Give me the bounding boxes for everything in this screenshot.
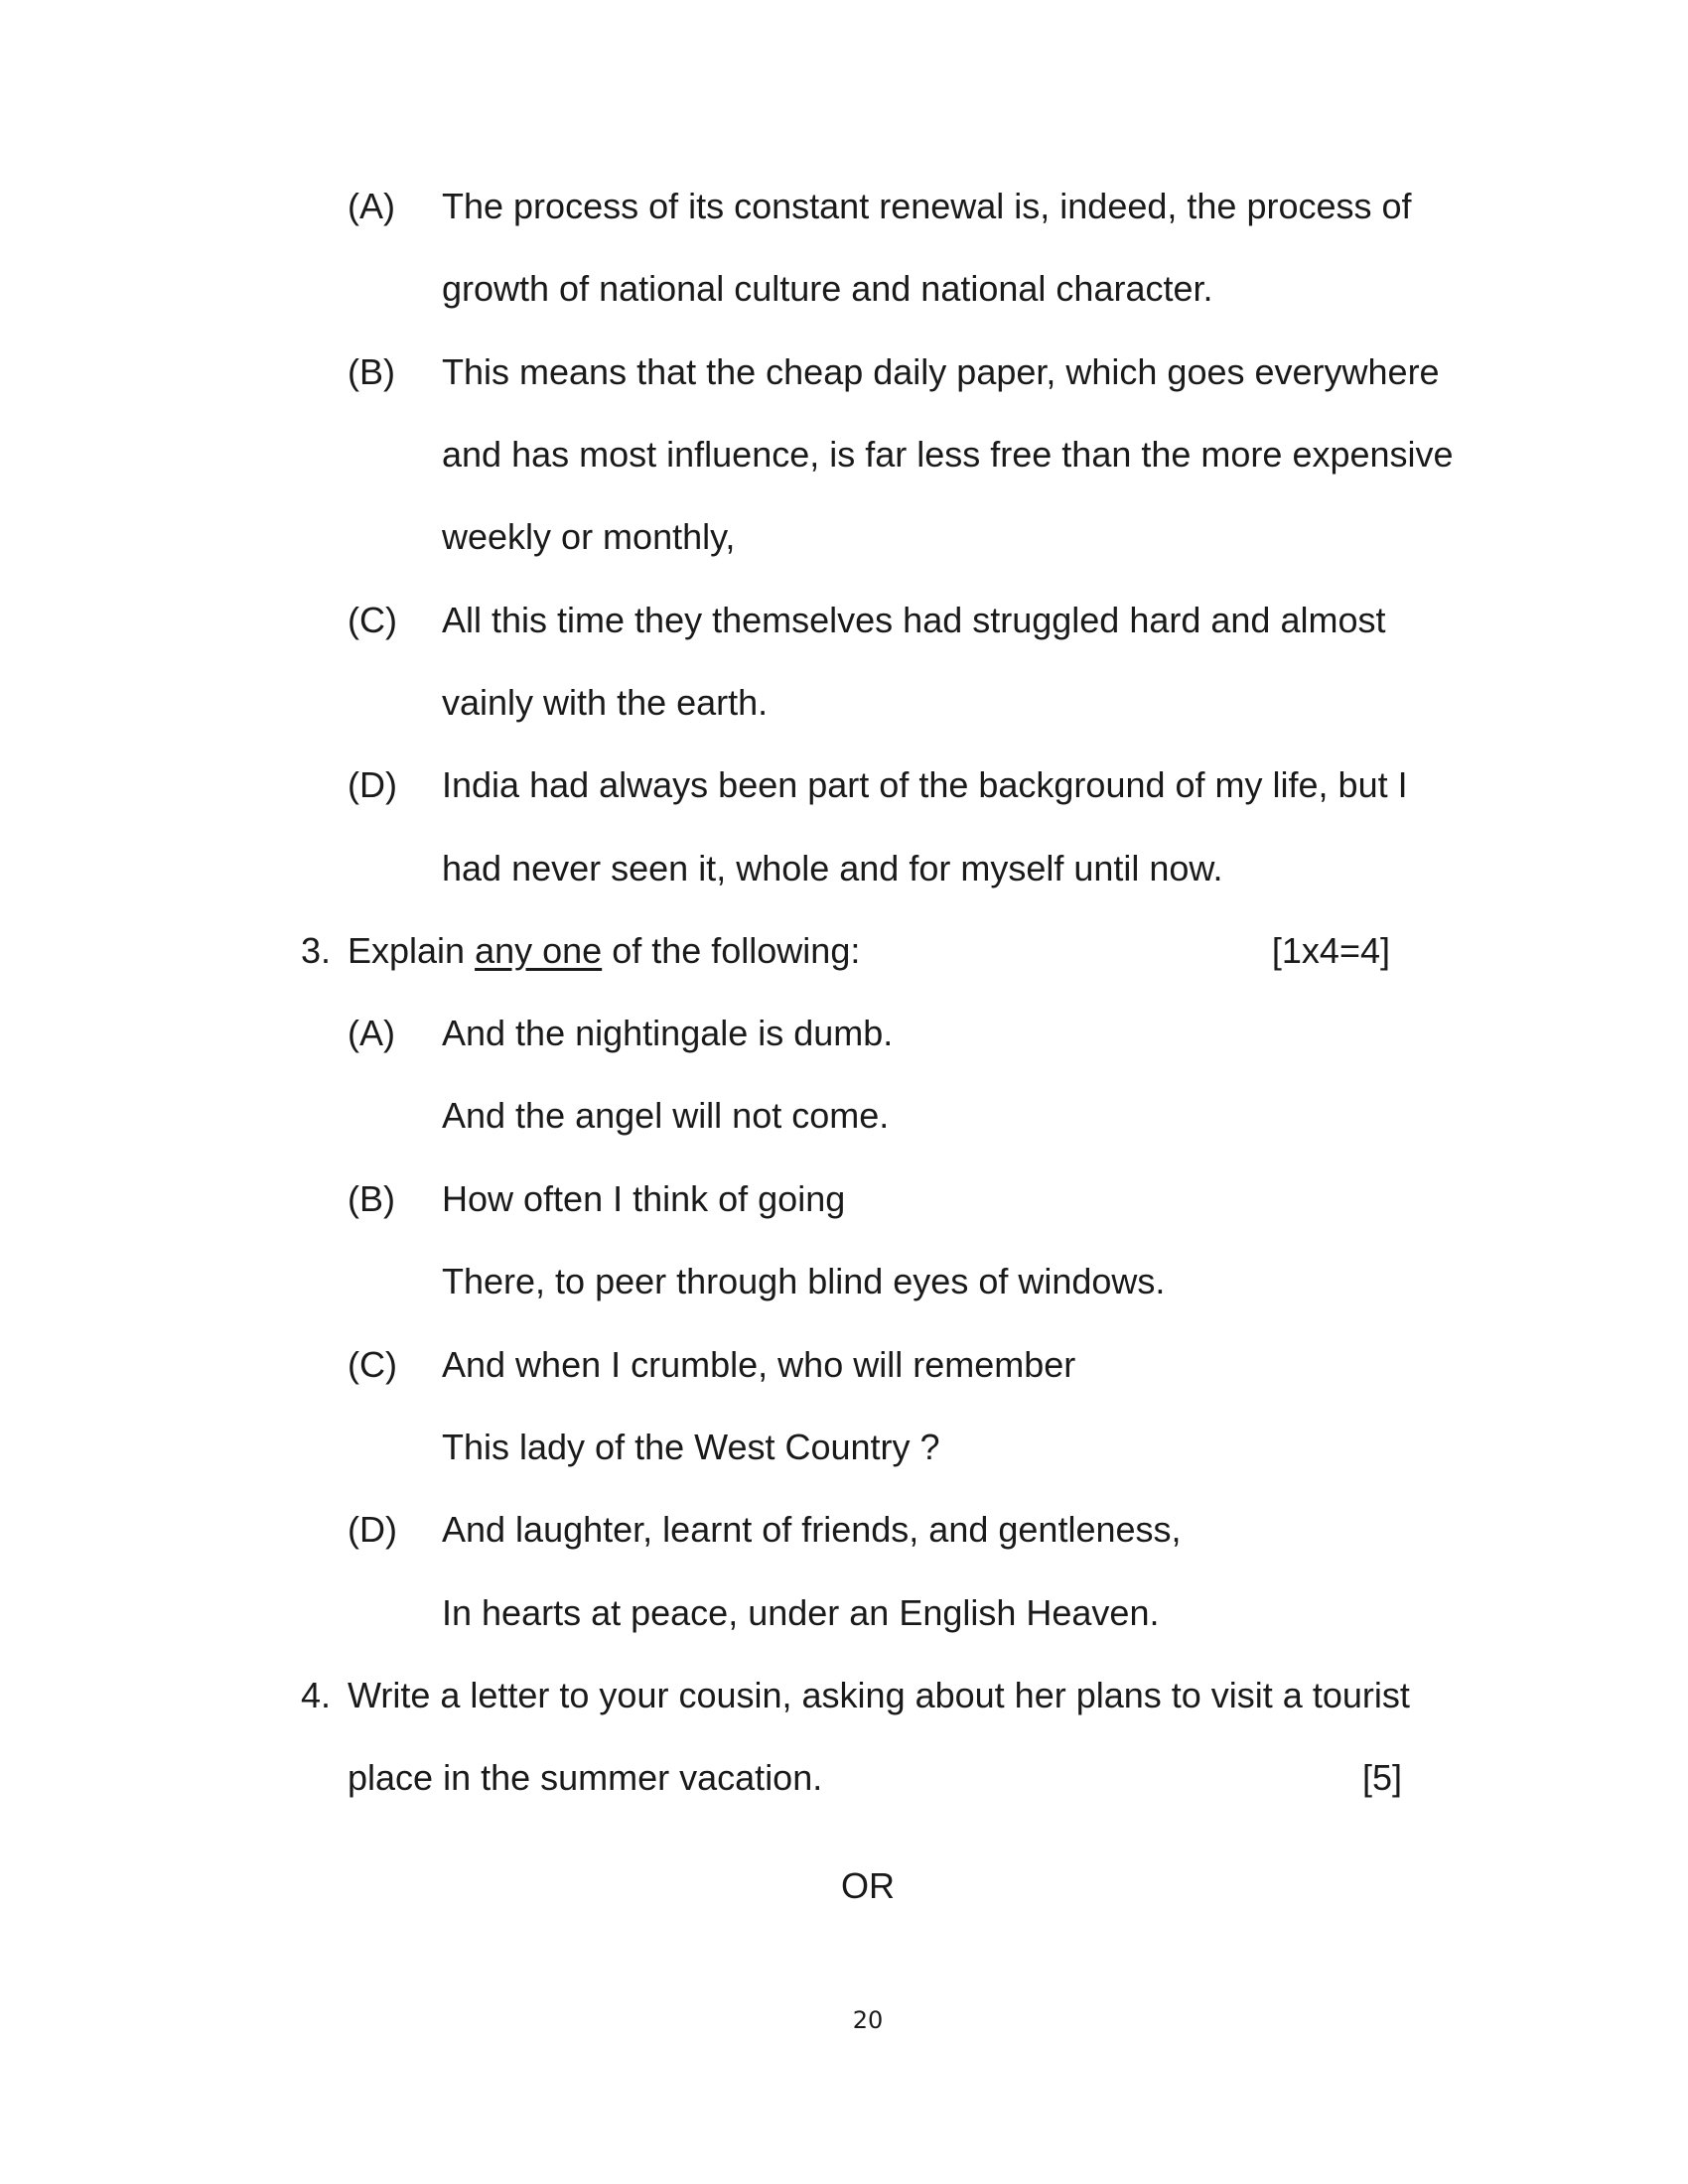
q3-option-b-label: (B) — [348, 1178, 395, 1219]
q3-option-a-line-2: And the angel will not come. — [442, 1095, 890, 1136]
q3-option-a-label: (A) — [348, 1013, 395, 1053]
q3-option-c-line-2: This lady of the West Country ? — [442, 1427, 940, 1467]
q4-line-2: place in the summer vacation. — [348, 1757, 823, 1798]
q2-option-b-line-3: weekly or monthly, — [442, 516, 736, 557]
or-separator: OR — [841, 1865, 895, 1906]
q2-option-c-line-2: vainly with the earth. — [442, 682, 769, 723]
q3-prompt — [348, 931, 860, 971]
q3-prompt-prefix: Explain — [348, 930, 476, 971]
q3-option-b-line-1: How often I think of going — [442, 1178, 846, 1219]
q2-option-c-line-1: All this time they themselves had struggled hard and almost — [442, 600, 1386, 640]
q3-option-c-label: (C) — [348, 1344, 397, 1385]
page-number: 20 — [852, 2006, 884, 2034]
q2-option-b-label: (B) — [348, 351, 395, 392]
q2-option-d-label: (D) — [348, 764, 397, 805]
q2-option-d-line-2: had never seen it, whole and for myself until now. — [442, 848, 1223, 888]
q4-line-1: Write a letter to your cousin, asking about her plans to visit a tourist — [348, 1675, 1410, 1715]
q3-option-d-line-1: And laughter, learnt of friends, and gentleness, — [442, 1509, 1182, 1550]
q3-prompt-emphasis: any one — [475, 930, 603, 971]
q2-option-c-label: (C) — [348, 600, 397, 640]
q4-number: 4. — [301, 1675, 332, 1715]
q3-prompt-suffix: of the following: — [602, 930, 861, 971]
q3-option-c-line-1: And when I crumble, who will remember — [442, 1344, 1076, 1385]
q3-option-b-line-2: There, to peer through blind eyes of windows. — [442, 1261, 1166, 1301]
q3-option-a-line-1: And the nightingale is dumb. — [442, 1013, 894, 1053]
q4-marks: [5] — [1361, 1757, 1402, 1798]
q2-option-a-line-1: The process of its constant renewal is, indeed, the process of — [442, 186, 1412, 226]
q2-option-a-line-2: growth of national culture and national character. — [442, 268, 1213, 309]
q2-option-a-label: (A) — [348, 186, 395, 226]
q3-number: 3. — [301, 930, 332, 971]
q3-marks: [1x4=4] — [1271, 930, 1390, 971]
q3-option-d-label: (D) — [348, 1509, 397, 1550]
q2-option-d-line-1: India had always been part of the background of my life, but I — [442, 764, 1408, 805]
q3-option-d-line-2: In hearts at peace, under an English Heaven. — [442, 1592, 1160, 1633]
q2-option-b-line-2: and has most influence, is far less free than the more expensive — [442, 434, 1454, 475]
q2-option-b-line-1: This means that the cheap daily paper, which goes everywhere — [442, 351, 1440, 392]
